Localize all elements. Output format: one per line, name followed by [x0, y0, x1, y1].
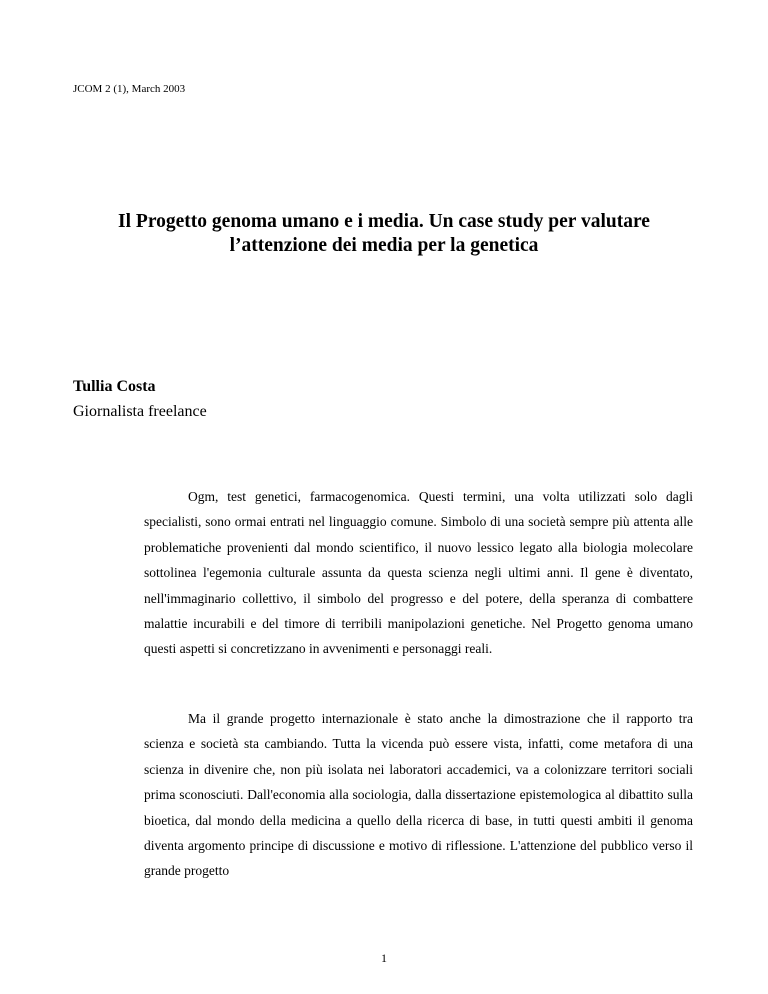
- article-title-line-1: Il Progetto genoma umano e i media. Un case study per valutare: [118, 211, 650, 232]
- article-title-line-2: l’attenzione dei media per la genetica: [229, 235, 539, 256]
- author-name: Tullia Costa: [73, 378, 156, 395]
- abstract-paragraph-2: Ma il grande progetto internazionale è stato anche la dimostrazione che il rapporto tra scienza e società sta cambiando. Tutta la vicenda può essere vista, infatti, come metafora di una scienza in divenire che, non più isolata nei laboratori accademici, va a colonizzare territori sociali prima sconosciuti. Dall'economia alla sociologia, dalla dissertazione epistemologica al dibattito sulla bioetica, dal mondo della medicina a quello della ricerca di base, in tutti questi ambiti il genoma diventa argomento principe di discussione e motivo di riflessione. L'attenzione del pubblico verso il grande progetto: [144, 711, 693, 879]
- journal-citation: JCOM 2 (1), March 2003: [73, 83, 186, 95]
- author-affiliation: Giornalista freelance: [73, 403, 207, 420]
- abstract-paragraph-1: Ogm, test genetici, farmacogenomica. Questi termini, una volta utilizzati solo dagli specialisti, sono ormai entrati nel linguaggio comune. Simbolo di una società sempre più attenta alle problematiche provenienti dal mondo scientifico, il nuovo lessico legato alla biologia molecolare sottolinea l'egemonia culturale assunta da questa scienza negli ultimi anni. Il gene è diventato, nell'immaginario collettivo, il simbolo del progresso e del potere, della speranza di combattere malattie incurabili e del timore di terribili manipolazioni genetiche. Nel Progetto genoma umano questi aspetti si concretizzano in avvenimenti e personaggi reali.: [144, 489, 693, 657]
- page-number: 1: [381, 951, 387, 965]
